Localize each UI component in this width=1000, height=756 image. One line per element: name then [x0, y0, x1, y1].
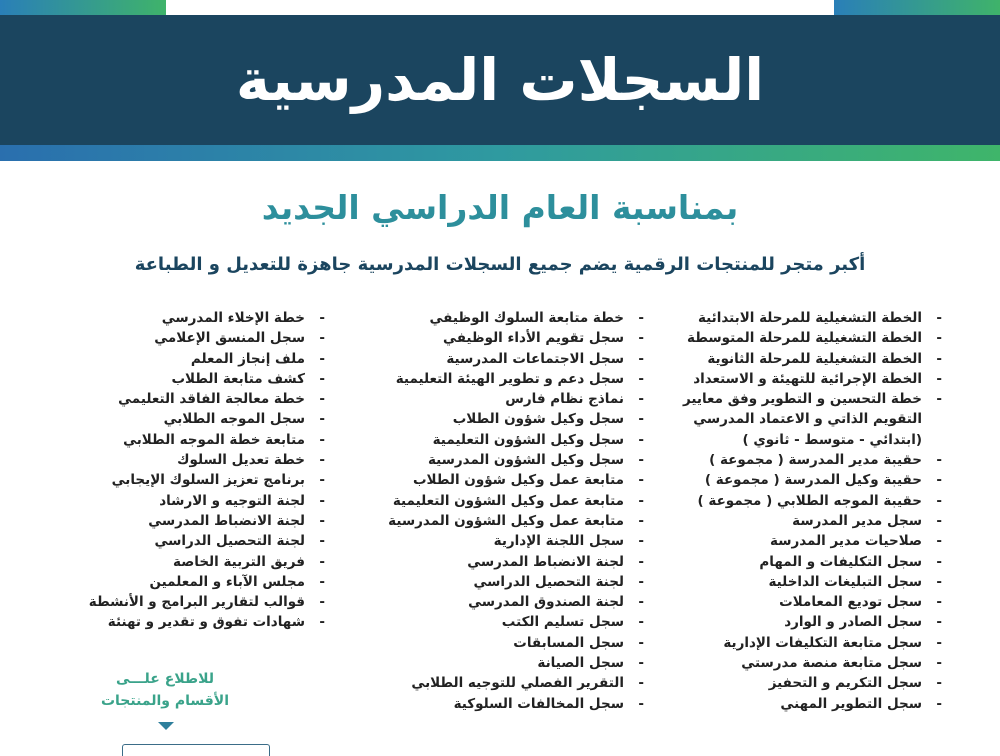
tagline: أكبر متجر للمنتجات الرقمية يضم جميع السجلات المدرسية جاهزة للتعديل و الطباعة [134, 254, 866, 275]
record-item: - خطة التحسين و التطوير وفق معايير التقويم الذاتي و الاعتماد المدرسي (ابتدائي - متوسط - ثانوي ) [652, 389, 942, 450]
gradient-divider [0, 145, 1000, 161]
record-item: - الخطة التشغيلية للمرحلة المتوسطة [652, 328, 942, 348]
top-right-accent [834, 0, 1000, 15]
record-item: - سجل وكيل شؤون الطلاب [354, 409, 644, 429]
record-item: - التقرير الفصلي للتوجيه الطلابي [354, 673, 644, 693]
record-item: - سجل مدير المدرسة [652, 511, 942, 531]
record-item: - سجل متابعة التكليفات الإدارية [652, 633, 942, 653]
record-item: - لجنة الانضباط المدرسي [354, 552, 644, 572]
record-item: - متابعة عمل وكيل الشؤون المدرسية [354, 511, 644, 531]
record-item: - سجل وكيل الشؤون المدرسية [354, 450, 644, 470]
record-item: - الخطة التشغيلية للمرحلة الابتدائية [652, 308, 942, 328]
record-item: - خطة تعديل السلوك [55, 450, 325, 470]
record-item: - صلاحيات مدير المدرسة [652, 531, 942, 551]
record-item: - سجل الصيانة [354, 653, 644, 673]
record-item: - سجل المخالفات السلوكية [354, 694, 644, 714]
record-item: - سجل التكليفات و المهام [652, 552, 942, 572]
page-title: السجلات المدرسية [235, 46, 765, 114]
record-item: - مجلس الآباء و المعلمين [55, 572, 325, 592]
record-item: - خطة معالجة الفاقد التعليمي [55, 389, 325, 409]
records-list-1 [652, 308, 942, 714]
record-item: - كشف متابعة الطلاب [55, 369, 325, 389]
record-item: - سجل الصادر و الوارد [652, 612, 942, 632]
record-item: - الخطة الإجرائية للتهيئة و الاستعداد [652, 369, 942, 389]
cta-line-1: للاطلاع علـــى [116, 671, 214, 687]
record-item: - الخطة التشغيلية للمرحلة الثانوية [652, 349, 942, 369]
record-item: - خطة متابعة السلوك الوظيفي [354, 308, 644, 328]
cta-line-2: الأقسام والمنتجات [100, 693, 230, 709]
record-item: - حقيبة وكيل المدرسة ( مجموعة ) [652, 470, 942, 490]
record-item: - سجل الموجه الطلابي [55, 409, 325, 429]
record-item: - قوالب لتقارير البرامج و الأنشطة [55, 592, 325, 612]
cta-button[interactable] [122, 744, 270, 756]
record-item: - شهادات تفوق و تقدير و تهنئة [55, 612, 325, 632]
record-item: - سجل توديع المعاملات [652, 592, 942, 612]
record-item: - لجنة التحصيل الدراسي [354, 572, 644, 592]
record-item: - حقيبة مدير المدرسة ( مجموعة ) [652, 450, 942, 470]
record-item: - برنامج تعزيز السلوك الإيجابي [55, 470, 325, 490]
record-item: - سجل التطوير المهني [652, 694, 942, 714]
record-item: - ملف إنجاز المعلم [55, 349, 325, 369]
records-list-3 [55, 308, 325, 633]
record-item: - سجل وكيل الشؤون التعليمية [354, 430, 644, 450]
record-item: - فريق التربية الخاصة [55, 552, 325, 572]
record-item: - سجل المسابقات [354, 633, 644, 653]
record-item: - نماذج نظام فارس [354, 389, 644, 409]
record-item: - متابعة خطة الموجه الطلابي [55, 430, 325, 450]
browse-products-link[interactable] [100, 668, 230, 712]
record-item: - سجل المنسق الإعلامي [55, 328, 325, 348]
record-item: - سجل تقويم الأداء الوظيفي [354, 328, 644, 348]
record-item: - خطة الإخلاء المدرسي [55, 308, 325, 328]
record-item: - سجل التكريم و التحفيز [652, 673, 942, 693]
record-item: - سجل اللجنة الإدارية [354, 531, 644, 551]
record-item: - سجل التبليغات الداخلية [652, 572, 942, 592]
record-item: - سجل الاجتماعات المدرسية [354, 349, 644, 369]
record-item: - سجل تسليم الكتب [354, 612, 644, 632]
record-item: - لجنة التحصيل الدراسي [55, 531, 325, 551]
top-left-accent [0, 0, 166, 15]
record-item: - لجنة التوجيه و الارشاد [55, 491, 325, 511]
header-band [0, 15, 1000, 145]
record-item: - لجنة الانضباط المدرسي [55, 511, 325, 531]
record-item: - متابعة عمل وكيل شؤون الطلاب [354, 470, 644, 490]
record-item: - سجل متابعة منصة مدرستي [652, 653, 942, 673]
record-item: - سجل دعم و تطوير الهيئة التعليمية [354, 369, 644, 389]
records-list-2 [354, 308, 644, 714]
subtitle: بمناسبة العام الدراسي الجديد [261, 188, 739, 227]
record-item: - لجنة الصندوق المدرسي [354, 592, 644, 612]
arrow-down-icon [158, 722, 174, 730]
record-item: - متابعة عمل وكيل الشؤون التعليمية [354, 491, 644, 511]
record-item: - حقيبة الموجه الطلابي ( مجموعة ) [652, 491, 942, 511]
